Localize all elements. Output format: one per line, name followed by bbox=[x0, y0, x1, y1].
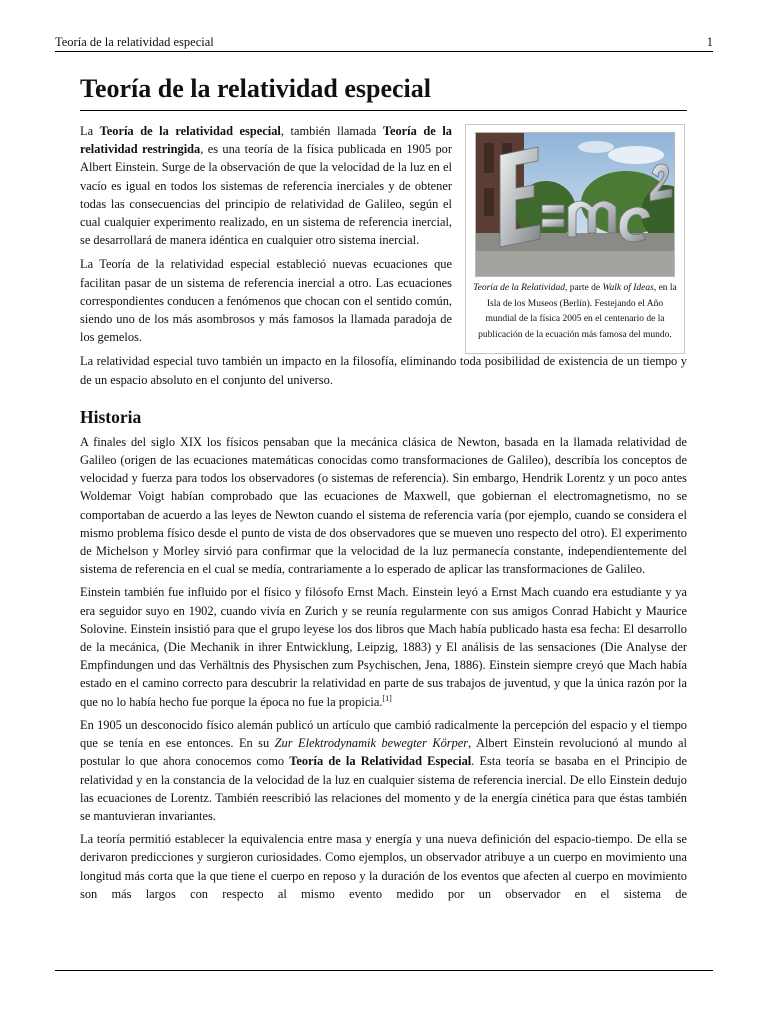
article-body bbox=[80, 72, 687, 908]
historia-paragraph-3: En 1905 un desconocido físico alemán publicó un artículo que cambió radicalmente la percepción del espacio y el tiempo que se tenía en ese entonces. En su Zur Elektrodynamik bewegter Körper, Albert Einstein revolucionó al mundo al postular lo que ahora conocemos como Teoría de la Relatividad Especial. Esta teoría se basaba en el Principio de relatividad y en la constancia de la velocidad de la luz en cualquier sistema de referencia inercial. De ello Einstein dedujo las ecuaciones de Lorentz. También reescribió las relaciones del momento y de la energía cinética para que éstas también se mantuvieran invariantes. bbox=[80, 717, 687, 823]
historia-paragraph-4: La teoría permitió establecer la equivalencia entre masa y energía y una nueva definición del espacio-tiempo. De ella se derivaron predicciones y surgieron curiosidades. Como ejemplos, un observador atribuye a un cuerpo en movimiento una longitud más corta que la que tiene el cuerpo en reposo y la duración de los eventos que afecten al cuerpo en movimiento son más largos con respecto al mismo evento medido por un observador en el sistema de bbox=[80, 832, 687, 901]
intro-text bbox=[80, 122, 452, 346]
figure-caption: Teoría de la Relatividad, parte de Walk of Ideas, en la Isla de los Museos (Berlín). Festejando el Año mundial de la física 2005 en el centenario de la publicación de la ecuación más famosa del mundo. bbox=[473, 283, 677, 340]
sculpture-photo bbox=[475, 132, 675, 277]
running-header bbox=[55, 35, 713, 52]
term-restricted-relativity: Teoría de la relatividad restringida bbox=[80, 124, 452, 157]
historia-paragraph-1: A finales del siglo XIX los físicos pensaban que la mecánica clásica de Newton, basada en la llamada relatividad de Galileo (origen de las ecuaciones matemáticas conocidas como transformaciones de Galileo), describía los conceptos de velocidad y fuerza para todos los observadores (o sistemas de referencia). Sin embargo, Hendrik Lorentz y un poco antes Woldemar Voigt habían comprobado que las ecuaciones de Maxwell, que gobiernan el electromagnetismo, no se comportaban de acuerdo a las leyes de Newton cuando el sistema de referencia varía (por ejemplo, cuando se considera el mismo problema físico desde el punto de vista de dos observadores que se mueven uno respecto del otro). El experimento de Michelson y Morley sirvió para confirmar que la velocidad de la luz permanecía constante, independientemente del sistema de referencia en el cual se medía, contrariamente a lo esperado de aplicar las transformaciones de Galileo. bbox=[80, 434, 687, 577]
intro-paragraph-2: La Teoría de la relatividad especial estableció nuevas ecuaciones que facilitan pasar de un sistema de referencia inercial a otro. Las ecuaciones correspondientes conducen a fenómenos que chocan con el sentido común, siendo uno de los más asombrosos y más famosos la llamada paradoja de los gemelos. bbox=[80, 257, 452, 345]
historia-paragraph-2: Einstein también fue influido por el físico y filósofo Ernst Mach. Einstein leyó a Ernst Mach cuando era estudiante y ya era seguidor suyo en 1902, cuando vivía en Zurich y se reunía regularmente con sus amigos Conrad Habicht y Maurice Solovine. Einstein insistió para que el grupo leyese los dos libros que Mach había publicado hasta esa fecha: El desarrollo de la mecánica, (Die Mechanik in ihrer Entwicklung, Leipzig, 1883) y El análisis de las sensaciones (Die Analyse der Empfindungen und das Verhältnis des Physischen zum Psychischen, Jena, 1886). Einstein siempre creyó que Mach había estado en el camino correcto para descubrir la relatividad en parte de sus trabajos de juventud, y que la única razón por la que no lo había hecho fue porque la época no fue la propicia.[1] bbox=[80, 585, 687, 709]
term-special-relativity-2: Teoría de la Relatividad Especial bbox=[289, 754, 472, 769]
work-title: Zur Elektrodynamik bewegter Körper bbox=[274, 736, 469, 751]
term-special-relativity: Teoría de la relatividad especial bbox=[99, 124, 281, 138]
page-number: 1 bbox=[706, 35, 713, 49]
intro-paragraph-3: La relatividad especial tuvo también un impacto en la filosofía, eliminando toda posibilidad de existencia de un tiempo y de un espacio absoluto en el conjunto del universo. bbox=[80, 354, 687, 387]
intro-section bbox=[80, 122, 687, 346]
figure-sculpture bbox=[465, 124, 685, 354]
reference-link-1[interactable]: [1] bbox=[382, 693, 392, 703]
section-heading-historia: Historia bbox=[80, 406, 142, 427]
historia-section bbox=[80, 433, 687, 903]
article-title: Teoría de la relatividad especial bbox=[80, 72, 687, 111]
emc2-sculpture-image bbox=[476, 133, 674, 276]
intro-paragraph-1: La Teoría de la relatividad especial, también llamada Teoría de la relatividad restringida, es una teoría de la física publicada en 1905 por Albert Einstein. Surge de la observación de que la velocidad de la luz en el vacío es igual en todos los sistemas de referencia inerciales y de obtener todas las consecuencias del principio de relatividad de Galileo, según el cual cualquier experimento realizado, en un sistema de referencia inercial, se desarrollará de manera idéntica en cualquier otro sistema inercial. bbox=[80, 124, 452, 248]
footer-rule bbox=[55, 970, 713, 971]
running-title: Teoría de la relatividad especial bbox=[55, 35, 214, 49]
